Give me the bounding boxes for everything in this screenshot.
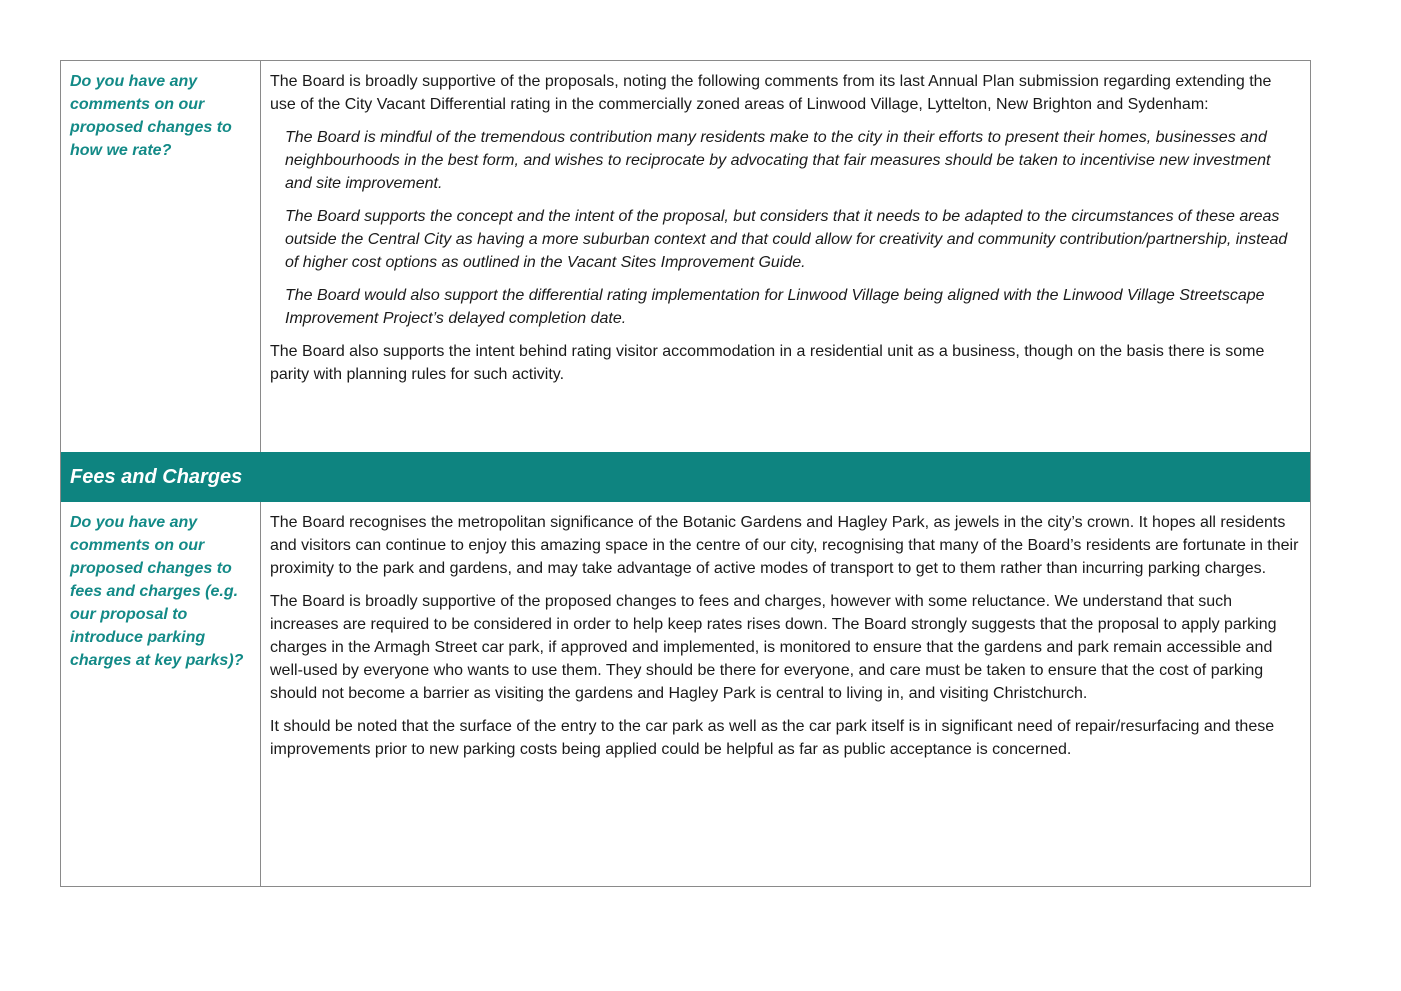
fees-row (61, 502, 1310, 886)
submission-table (60, 60, 1311, 887)
fees-answer (261, 502, 1310, 886)
fees-paragraph: The Board is broadly supportive of the proposed changes to fees and charges, however with some reluctance. We understand that such increases are required to be considered in order to help keep rates rises down. The Board strongly suggests that the proposal to apply parking charges in the Armagh Street car park, if approved and implemented, is monitored to ensure that the gardens and park remain accessible and well-used by everyone who wants to use them. They should be there for everyone, and care must be taken to ensure that the cost of parking should not become a barrier as visiting the gardens and Hagley Park is central to living in, and visiting Christchurch. (270, 593, 1277, 702)
rates-quote-paragraph: The Board supports the concept and the intent of the proposal, but considers that it needs to be adapted to the circumstances of these areas outside the Central City as having a more suburban context and that could allow for creativity and community contribution/partnership, instead of higher cost options as outlined in the Vacant Sites Improvement Guide. (285, 208, 1288, 271)
rates-intro-paragraph: The Board is broadly supportive of the proposals, noting the following comments from its last Annual Plan submission regarding extending the use of the City Vacant Differential rating in the commercially zoned areas of Linwood Village, Lyttelton, New Brighton and Sydenham: (270, 73, 1272, 113)
fees-section-header (61, 452, 1310, 502)
rates-closing-paragraph: The Board also supports the intent behind rating visitor accommodation in a residential unit as a business, though on the basis there is some parity with planning rules for such activity. (270, 343, 1265, 383)
fees-paragraph: It should be noted that the surface of the entry to the car park as well as the car park itself is in significant need of repair/resurfacing and these improvements prior to new parking costs being applied could be helpful as far as public acceptance is concerned. (270, 718, 1275, 758)
rates-question: Do you have any comments on our proposed changes to how we rate? (61, 61, 261, 452)
rates-quote-paragraph: The Board would also support the differential rating implementation for Linwood Village being aligned with the Linwood Village Streetscape Improvement Project’s delayed completion date. (285, 287, 1265, 327)
rates-row (61, 61, 1310, 452)
fees-question: Do you have any comments on our proposed changes to fees and charges (e.g. our proposal to introduce parking charges at key parks)? (61, 502, 261, 886)
fees-paragraph: The Board recognises the metropolitan significance of the Botanic Gardens and Hagley Park, as jewels in the city’s crown. It hopes all residents and visitors can continue to enjoy this amazing space in the centre of our city, recognising that many of the Board’s residents are fortunate in their proximity to the park and gardens, and may take advantage of active modes of transport to get to them rather than incurring parking charges. (270, 514, 1299, 577)
rates-quote-paragraph: The Board is mindful of the tremendous contribution many residents make to the city in their efforts to present their homes, businesses and neighbourhoods in the best form, and wishes to reciprocate by advocating that fair measures should be taken to incentivise new investment and site improvement. (285, 129, 1271, 192)
rates-answer (261, 61, 1310, 452)
section-title: Fees and Charges (70, 465, 243, 488)
